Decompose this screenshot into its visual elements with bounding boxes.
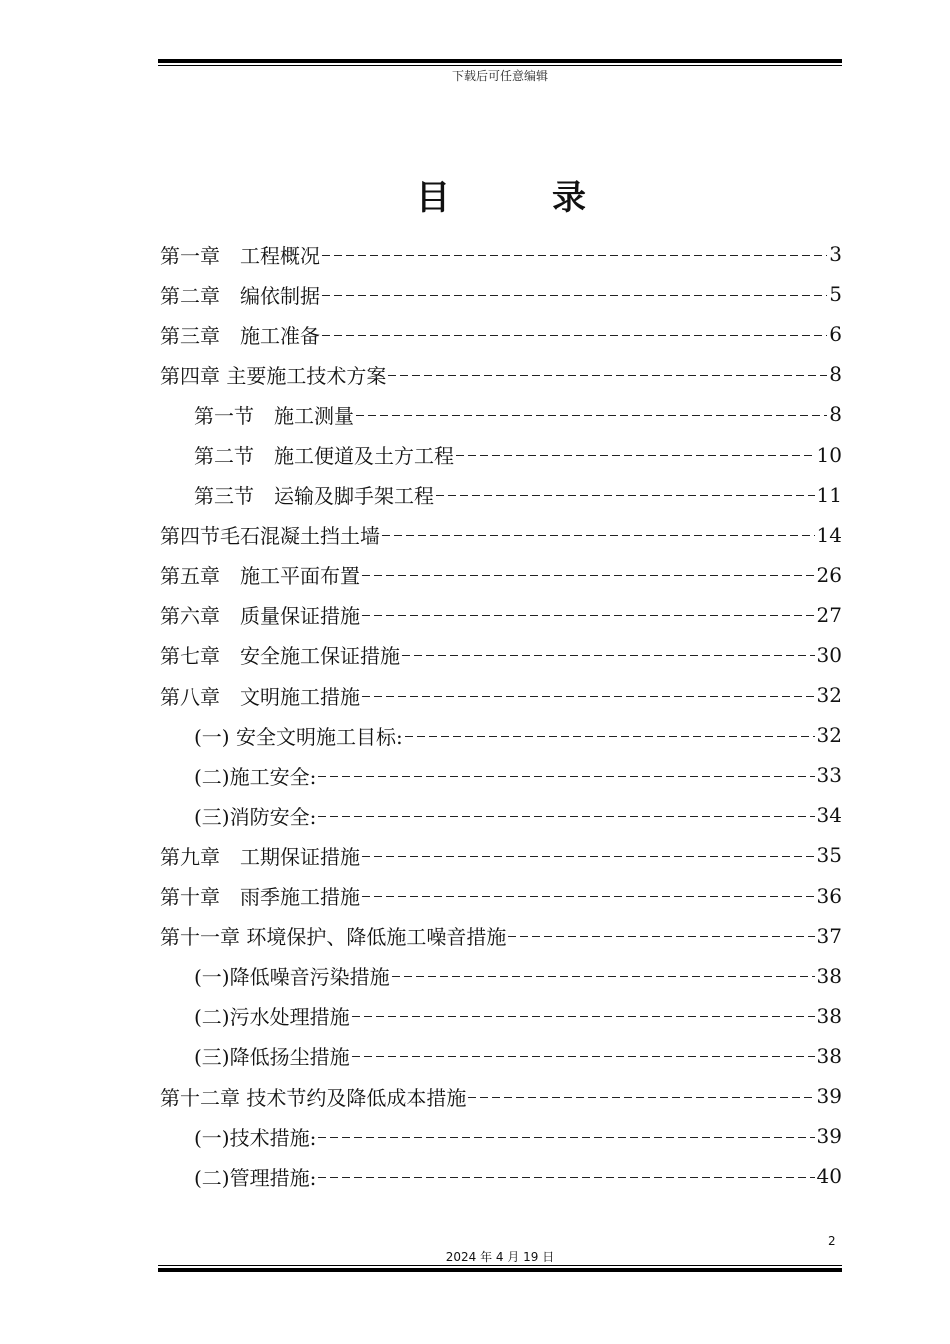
toc-leader-dashes [322, 335, 827, 336]
toc-entry-label: (一)技术措施: [194, 1125, 317, 1150]
toc-entry-label: 第九章 工期保证措施 [160, 844, 360, 869]
toc-leader-dashes [405, 736, 815, 737]
header-text: 下载后可任意编辑 [451, 69, 548, 83]
toc-entry-label: 第二章 编依制据 [160, 283, 320, 308]
header-rule-thick [158, 59, 842, 63]
toc-entry-label: 第十二章 技术节约及降低成本措施 [160, 1085, 467, 1110]
toc-entry-page: 39 [816, 1084, 842, 1109]
toc-entry-label: 第一节 施工测量 [194, 403, 354, 428]
toc-entry-page: 5 [829, 282, 842, 307]
toc-entry-page: 11 [816, 482, 842, 507]
toc-leader-dashes [508, 936, 814, 937]
page-number: 2 [828, 1234, 836, 1248]
toc-entry[interactable] [160, 795, 842, 835]
toc-entry-label: (二)管理措施: [194, 1165, 317, 1190]
toc-entry[interactable] [160, 956, 842, 996]
toc-entry[interactable] [160, 354, 842, 394]
toc-leader-dashes [392, 976, 815, 977]
toc-entry-label: 第七章 安全施工保证措施 [160, 644, 400, 669]
toc-entry-page: 35 [816, 843, 842, 868]
toc-entry-label: 第十章 雨季施工措施 [160, 885, 360, 910]
toc-leader-dashes [362, 696, 815, 697]
toc-leader-dashes [362, 615, 815, 616]
toc-entry-page: 39 [816, 1124, 842, 1149]
toc-entry[interactable] [160, 314, 842, 354]
page-title [0, 170, 950, 219]
toc-entry-label: 第六章 质量保证措施 [160, 604, 360, 629]
toc-entry[interactable] [160, 916, 842, 956]
toc-entry[interactable] [160, 1036, 842, 1076]
toc-entry-label: 第三章 施工准备 [160, 323, 320, 348]
toc-entry[interactable] [160, 555, 842, 595]
toc-entry-label: 第五章 施工平面布置 [160, 564, 360, 589]
toc-leader-dashes [382, 535, 815, 536]
toc-entry-label: 第一章 工程概况 [160, 243, 320, 268]
toc-entry[interactable] [160, 595, 842, 635]
toc-entry[interactable] [160, 876, 842, 916]
toc-entry-label: (三)消防安全: [194, 804, 317, 829]
toc-leader-dashes [352, 1056, 815, 1057]
toc-entry-page: 14 [816, 522, 842, 547]
toc-entry[interactable] [160, 394, 842, 434]
toc-entry[interactable] [160, 1076, 842, 1116]
toc-entry-label: (一)降低噪音污染措施 [194, 965, 390, 990]
toc-leader-dashes [322, 255, 827, 256]
table-of-contents [160, 234, 842, 1196]
title-char-right: 录 [552, 178, 588, 218]
toc-leader-dashes [318, 1177, 814, 1178]
toc-leader-dashes [318, 816, 814, 817]
toc-leader-dashes [318, 1137, 814, 1138]
toc-entry-page: 38 [816, 1003, 842, 1028]
toc-entry-page: 32 [816, 723, 842, 748]
toc-entry[interactable] [160, 434, 842, 474]
footer-rule-thin [158, 1265, 842, 1266]
toc-entry-page: 33 [816, 763, 842, 788]
toc-leader-dashes [362, 575, 815, 576]
toc-entry-page: 38 [816, 1043, 842, 1068]
toc-entry-page: 37 [816, 923, 842, 948]
toc-entry-page: 34 [816, 803, 842, 828]
toc-leader-dashes [362, 896, 815, 897]
toc-entry-label: 第八章 文明施工措施 [160, 684, 360, 709]
toc-leader-dashes [436, 495, 815, 496]
toc-leader-dashes [318, 776, 814, 777]
toc-leader-dashes [388, 375, 827, 376]
toc-entry[interactable] [160, 715, 842, 755]
footer-rule-thick [158, 1268, 842, 1272]
toc-entry-page: 30 [816, 642, 842, 667]
toc-entry-label: 第二节 施工便道及土方工程 [194, 444, 454, 469]
title-char-left: 目 [416, 178, 452, 218]
toc-leader-dashes [362, 856, 815, 857]
toc-entry-label: (二)施工安全: [194, 764, 317, 789]
toc-leader-dashes [352, 1016, 815, 1017]
toc-entry-page: 3 [829, 242, 842, 267]
toc-leader-dashes [356, 415, 827, 416]
toc-entry-page: 6 [829, 322, 842, 347]
toc-entry[interactable] [160, 274, 842, 314]
toc-entry-page: 27 [816, 602, 842, 627]
toc-entry[interactable] [160, 675, 842, 715]
toc-entry[interactable] [160, 475, 842, 515]
toc-entry[interactable] [160, 835, 842, 875]
footer-date: 2024 年 4 月 19 日 [445, 1250, 555, 1264]
toc-leader-dashes [468, 1097, 814, 1098]
toc-entry-label: 第十一章 环境保护、降低施工噪音措施 [160, 925, 507, 950]
toc-entry-page: 40 [816, 1164, 842, 1189]
toc-entry-page: 32 [816, 683, 842, 708]
toc-entry-label: 第四节毛石混凝土挡土墙 [160, 524, 380, 549]
toc-entry[interactable] [160, 234, 842, 274]
toc-entry-label: (二)污水处理措施 [194, 1005, 350, 1030]
toc-entry-label: (一) 安全文明施工目标: [194, 724, 403, 749]
toc-leader-dashes [402, 655, 815, 656]
toc-entry[interactable] [160, 755, 842, 795]
toc-entry[interactable] [160, 1116, 842, 1156]
toc-entry-label: 第三节 运输及脚手架工程 [194, 484, 434, 509]
toc-entry[interactable] [160, 996, 842, 1036]
toc-entry[interactable] [160, 515, 842, 555]
toc-entry-label: 第四章 主要施工技术方案 [160, 363, 387, 388]
toc-entry-page: 36 [816, 883, 842, 908]
toc-entry-page: 38 [816, 963, 842, 988]
toc-entry-page: 10 [816, 442, 842, 467]
toc-entry-page: 8 [829, 362, 842, 387]
toc-entry-page: 26 [816, 562, 842, 587]
toc-leader-dashes [456, 455, 815, 456]
toc-leader-dashes [322, 295, 827, 296]
toc-entry-page: 8 [829, 402, 842, 427]
header-rule-thin [158, 65, 842, 66]
toc-entry-label: (三)降低扬尘措施 [194, 1045, 350, 1070]
toc-entry[interactable] [160, 1156, 842, 1196]
toc-entry[interactable] [160, 635, 842, 675]
